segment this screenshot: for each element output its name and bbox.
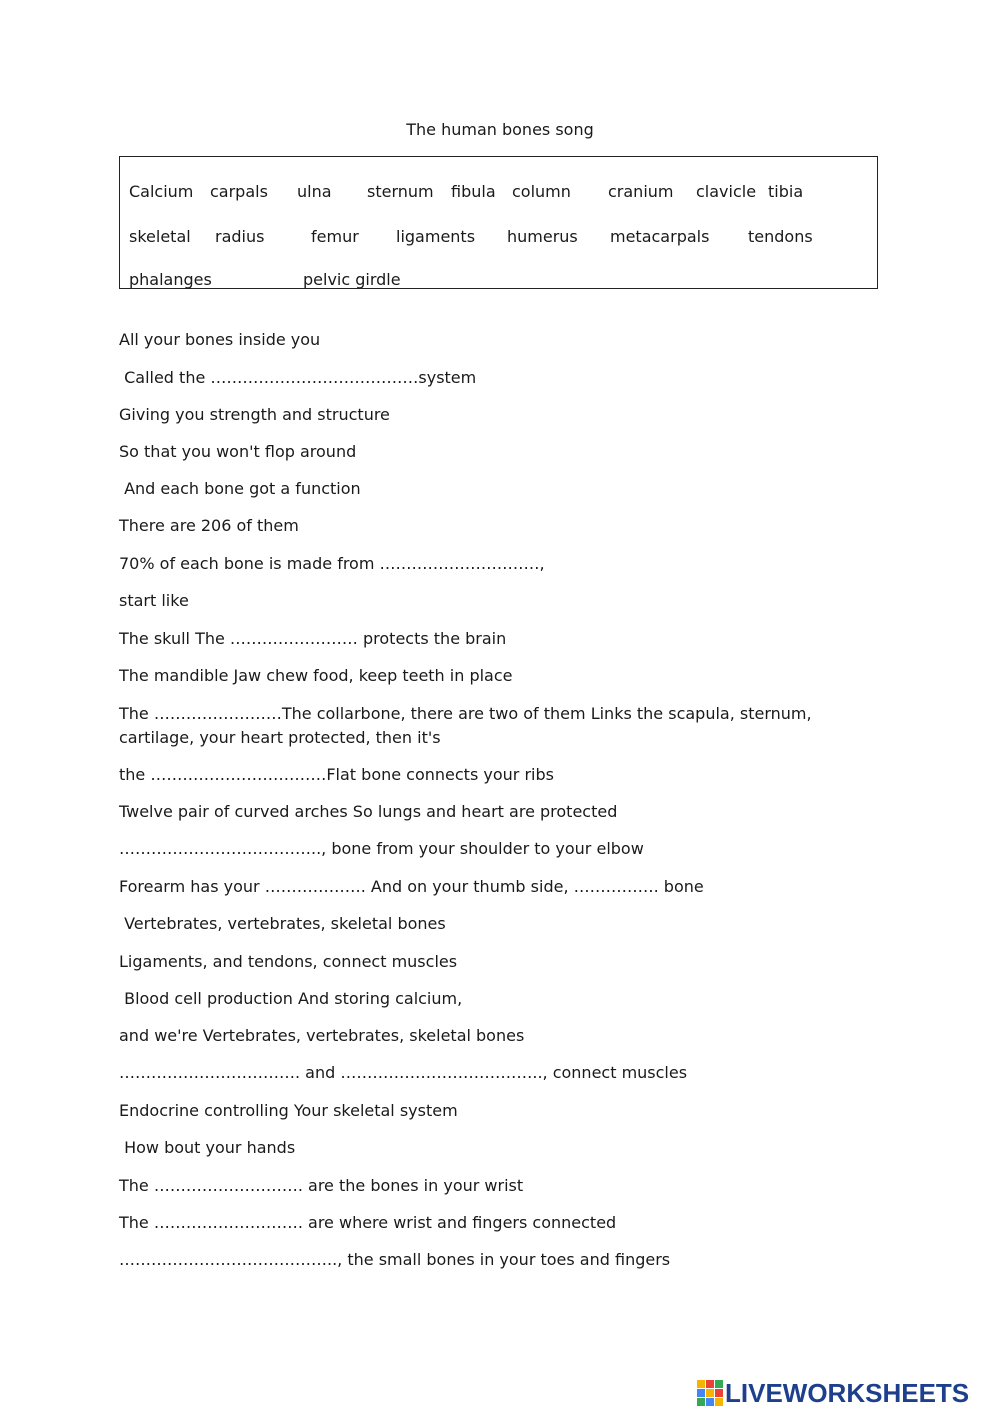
word-bank-item: skeletal — [129, 227, 191, 246]
mark-cell — [706, 1380, 714, 1388]
lyric-line: Forearm has your ………………. And on your thumb side, ……………. bone — [119, 877, 704, 896]
liveworksheets-mark-icon — [697, 1380, 723, 1406]
mark-cell — [697, 1398, 705, 1406]
word-bank-item: Calcium — [129, 182, 194, 201]
lyric-line: So that you won't flop around — [119, 442, 357, 461]
lyric-line: The skull The …………………… protects the brain — [119, 629, 507, 648]
lyric-line: All your bones inside you — [119, 330, 321, 349]
word-bank-item: carpals — [210, 182, 268, 201]
word-bank-item: column — [512, 182, 571, 201]
word-bank-item: clavicle — [696, 182, 757, 201]
lyric-line: The ………………………. are where wrist and fingers connected — [119, 1213, 617, 1232]
word-bank-item: metacarpals — [610, 227, 710, 246]
lyric-line: How bout your hands — [119, 1138, 296, 1157]
word-bank-item: femur — [311, 227, 359, 246]
logo-text: LIVEWORKSHEETS — [725, 1377, 970, 1408]
word-bank-item: sternum — [367, 182, 434, 201]
lyric-line: ……………………………. and ……………………………….., connect muscles — [119, 1063, 688, 1082]
lyric-line: and we're Vertebrates, vertebrates, skeletal bones — [119, 1026, 525, 1045]
word-bank-item: phalanges — [129, 270, 212, 289]
mark-cell — [715, 1380, 723, 1388]
word-bank-item: radius — [215, 227, 265, 246]
worksheet-title: The human bones song — [406, 120, 594, 139]
lyric-line: Blood cell production And storing calcium, — [119, 989, 463, 1008]
lyric-line: The ……………………The collarbone, there are two of them Links the scapula, sternum, cartilage, your heart protected, then it's — [119, 704, 817, 747]
lyric-line: start like — [119, 591, 189, 610]
mark-cell — [715, 1389, 723, 1397]
word-bank-item: ligaments — [396, 227, 476, 246]
lyric-line: Endocrine controlling Your skeletal system — [119, 1101, 458, 1120]
lyric-line: Twelve pair of curved arches So lungs and heart are protected — [119, 802, 618, 821]
mark-cell — [697, 1380, 705, 1388]
lyric-line: ………………………………….., the small bones in your toes and fingers — [119, 1250, 671, 1269]
word-bank-item: ulna — [297, 182, 332, 201]
lyric-line: Called the …………………………………system — [119, 368, 477, 387]
word-bank-item: cranium — [608, 182, 674, 201]
word-bank-item: tibia — [768, 182, 804, 201]
lyric-line: Ligaments, and tendons, connect muscles — [119, 952, 458, 971]
word-bank-item: fibula — [451, 182, 496, 201]
mark-cell — [706, 1389, 714, 1397]
lyric-line: The ………………………. are the bones in your wrist — [119, 1176, 524, 1195]
lyric-line: Giving you strength and structure — [119, 405, 390, 424]
lyric-line: ……………………………….., bone from your shoulder to your elbow — [119, 839, 644, 858]
word-bank-item: pelvic girdle — [303, 270, 401, 289]
mark-cell — [706, 1398, 714, 1406]
mark-cell — [697, 1389, 705, 1397]
word-bank-item: humerus — [507, 227, 578, 246]
lyric-line: Vertebrates, vertebrates, skeletal bones — [119, 914, 446, 933]
lyric-line: The mandible Jaw chew food, keep teeth in place — [119, 666, 513, 685]
lyric-line: And each bone got a function — [119, 479, 361, 498]
lyric-line: There are 206 of them — [119, 516, 299, 535]
word-bank-item: tendons — [748, 227, 813, 246]
word-bank — [119, 156, 878, 289]
lyric-line: the ……………………………Flat bone connects your ribs — [119, 765, 554, 784]
mark-cell — [715, 1398, 723, 1406]
lyric-line: 70% of each bone is made from …………………………, — [119, 554, 545, 573]
liveworksheets-logo[interactable] — [697, 1378, 969, 1408]
